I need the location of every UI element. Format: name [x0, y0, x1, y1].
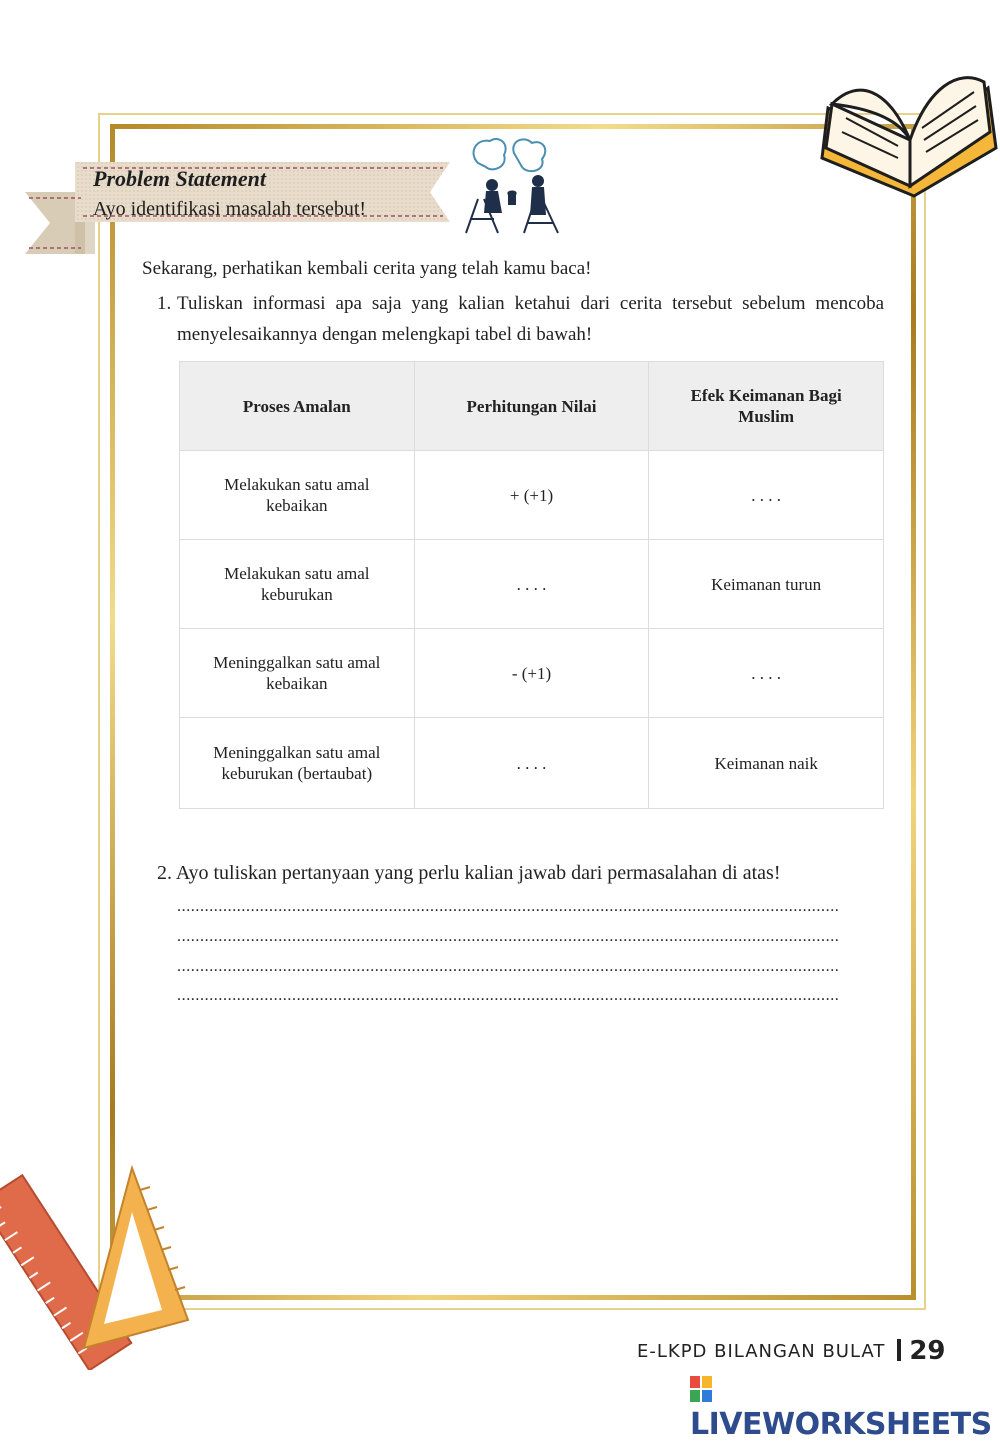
answer-blank[interactable]: . . . . [649, 629, 884, 718]
answer-blank[interactable]: . . . . [649, 451, 884, 540]
question-2-text: 2. Ayo tuliskan pertanyaan yang perlu kalian jawab dari permasalahan di atas! [157, 862, 781, 884]
watermark-text: LIVEWORKSHEETS [690, 1407, 992, 1442]
table-cell: Meninggalkan satu amal kebaikan [180, 629, 415, 718]
brainstorm-illustration-icon [458, 133, 566, 239]
header-efek-keimanan: Efek Keimanan Bagi Muslim [649, 362, 884, 451]
answer-blank[interactable]: . . . . [414, 540, 649, 629]
open-book-icon [818, 48, 998, 198]
table-row [180, 451, 884, 540]
header-perhitungan-nilai: Perhitungan Nilai [414, 362, 649, 451]
answer-blank[interactable]: . . . . [414, 718, 649, 809]
ruler-set-square-icon [0, 1160, 200, 1370]
banner-title: Problem Statement [93, 166, 266, 191]
table-header-row [180, 362, 884, 451]
answer-line[interactable]: ................................................................................................................................................ [177, 898, 840, 915]
banner-text [93, 166, 433, 221]
footer-label: E-LKPD BILANGAN BULAT [637, 1341, 886, 1362]
table-row [180, 718, 884, 809]
liveworksheets-logo-icon [690, 1376, 712, 1402]
question-1-text: Tuliskan informasi apa saja yang kalian ketahui dari cerita tersebut sebelum mencoba menyelesaikannya dengan melengkapi tabel di bawah! [177, 293, 884, 345]
answer-line[interactable]: ................................................................................................................................................ [177, 987, 840, 1004]
page-footer [637, 1336, 946, 1366]
table-row [180, 540, 884, 629]
table-cell: Meninggalkan satu amal keburukan (bertaubat) [180, 718, 415, 809]
answer-line[interactable]: ................................................................................................................................................ [177, 928, 840, 945]
header-proses-amalan: Proses Amalan [180, 362, 415, 451]
table-cell: Melakukan satu amal keburukan [180, 540, 415, 629]
question-1 [157, 288, 884, 350]
page-number: 29 [909, 1336, 946, 1366]
table-cell: Keimanan naik [649, 718, 884, 809]
table-cell: Melakukan satu amal kebaikan [180, 451, 415, 540]
banner-subtitle: Ayo identifikasi masalah tersebut! [93, 198, 367, 220]
answer-line[interactable]: ................................................................................................................................................ [177, 958, 840, 975]
intro-text: Sekarang, perhatikan kembali cerita yang telah kamu baca! [142, 258, 592, 279]
footer-divider [897, 1339, 901, 1361]
table-cell: + (+1) [414, 451, 649, 540]
question-1-number: 1. [157, 293, 172, 314]
table-cell: - (+1) [414, 629, 649, 718]
table-row [180, 629, 884, 718]
liveworksheets-watermark [690, 1372, 1000, 1442]
amalan-table [179, 361, 884, 809]
table-cell: Keimanan turun [649, 540, 884, 629]
